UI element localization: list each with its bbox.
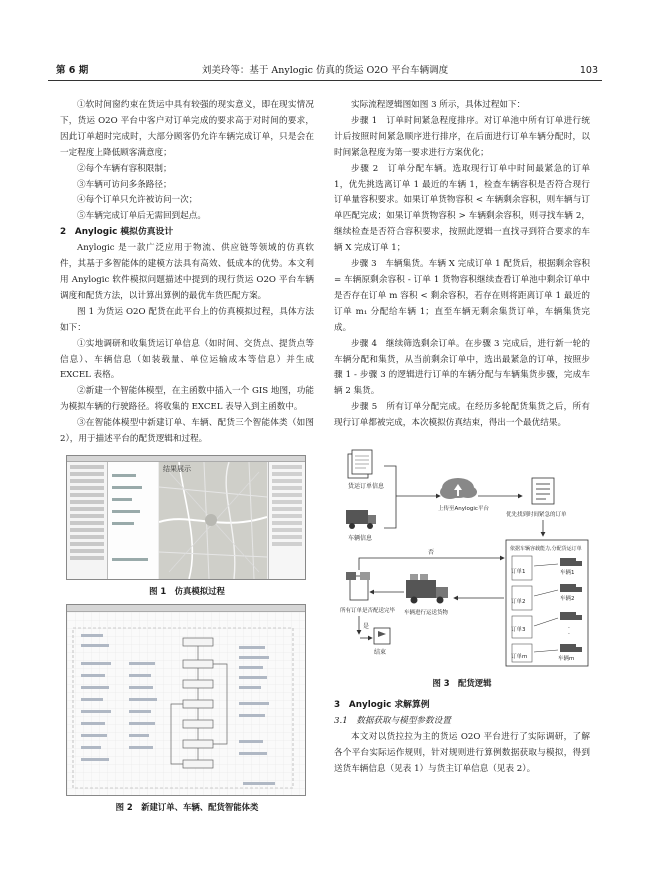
constraint-1: ①软时间窗约束在货运中具有较强的现实意义，即在现实情况下，货运 O2O 平台中客户对订单完成的要求高于对时间的要求，因此订单超时完成时，大部分顾客仍允许车辆完成订单，只是会在一定程度上降低顾客满意度； bbox=[60, 100, 314, 158]
label-vehicle-m: 车辆m bbox=[558, 656, 575, 662]
page-number: 103 bbox=[579, 65, 598, 76]
running-header bbox=[48, 62, 602, 81]
properties-panel bbox=[268, 462, 305, 579]
section-3-block bbox=[334, 698, 590, 778]
loaded-truck-icon bbox=[406, 574, 448, 604]
label-end: 结束 bbox=[374, 649, 387, 656]
right-column bbox=[334, 98, 590, 432]
process-step-3: 步骤 3 车辆集货。车辆 X 完成订单 1 配货后，根据剩余容积 = 车辆原剩余容积 - 订单 1 货物容积继续查看订单池中剩余订单中是否存在订单 m 容积 < 剩余容积，若存在则将距离订单 1 最近的订单 m₁ 分配给车辆 1；直至车辆无剩余集货订单，车辆集货完成。 bbox=[334, 259, 590, 333]
figure-1-screenshot bbox=[66, 455, 306, 580]
agent-diagram bbox=[67, 612, 305, 795]
process-intro: 实际流程逻辑图如图 3 所示，具体过程如下： bbox=[351, 100, 526, 110]
map-label: 结果展示 bbox=[163, 465, 191, 473]
section-2-heading: 2 Anylogic 模拟仿真设计 bbox=[60, 227, 174, 238]
anylogic-paragraph: Anylogic 是一款广泛应用于物流、供应链等领域的仿真软件，其基于多智能体的建模方法具有高效、低成本的优势。本文利用 Anylogic 软件模拟问题描述中提到的现行货运 O2O 平台车辆调度和配货方法，以计算出算例的最优车货匹配方案。 bbox=[60, 243, 314, 301]
label-prioritize: 优先找到时间紧急的订单 bbox=[506, 512, 567, 518]
method-step-1: ①实地调研和收集货运订单信息（如时间、交货点、提货点等信息）、车辆信息（如装载量、单位运输成本等信息）并生成 EXCEL 表格。 bbox=[60, 338, 314, 381]
section-3-1-heading: 3.1 数据获取与模型参数设置 bbox=[334, 715, 451, 726]
constraint-3: ③车辆可访问多条路径； bbox=[77, 179, 172, 190]
label-all-done: 所有订单是否配送完毕 bbox=[340, 608, 396, 614]
label-vehicle-info: 车辆信息 bbox=[348, 535, 373, 542]
label-transport: 车辆进行运送货物 bbox=[404, 610, 449, 616]
label-order-2: 订单2 bbox=[511, 599, 526, 605]
svg-text:·: · bbox=[568, 625, 570, 632]
left-column bbox=[60, 98, 314, 448]
process-step-4: 步骤 4 继续筛选剩余订单。在步骤 3 完成后，进行新一轮的车辆分配和集货，从当前剩余订单中，选出最紧急的订单，按照步骤 1 - 步骤 3 的逻辑进行订单的车辆分配与车辆集货步骤，完成车辆 2 集货。 bbox=[334, 338, 590, 397]
fig1-intro-paragraph: 图 1 为货运 O2O 配货在此平台上的仿真模拟过程，具体方法如下： bbox=[60, 306, 314, 333]
constraint-4: ④每个订单只允许被访问一次； bbox=[77, 195, 198, 206]
figure-2-caption: 图 2 新建订单、车辆、配货智能体类 bbox=[115, 802, 259, 812]
checklist-icon bbox=[346, 572, 370, 600]
method-step-2: ②新建一个智能体模型，在主函数中插入一个 GIS 地图，功能为模拟车辆的行驶路径。将收集的 EXCEL 表导入到主函数中。 bbox=[60, 386, 314, 413]
label-upload: 上传至Anylogic平台 bbox=[438, 506, 489, 512]
constraint-5: ⑤车辆完成订单后无需回到起点。 bbox=[77, 211, 206, 222]
label-vehicle-2: 车辆2 bbox=[560, 596, 575, 602]
label-vehicle-1: 车辆1 bbox=[560, 570, 575, 576]
running-title: 刘美玲等：基于 Anylogic 仿真的货运 O2O 平台车辆调度 bbox=[201, 65, 449, 76]
issue-number: 第 6 期 bbox=[56, 65, 89, 76]
section-3-1-paragraph: 本文对以货拉拉为主的货运 O2O 平台进行了实际调研，了解各个平台实际运作规则，针对规则进行算例数据获取与模拟，得到送货车辆信息（见表 1）与货主订单信息（见表 2）。 bbox=[334, 731, 590, 774]
label-yes: 是 bbox=[363, 623, 370, 630]
gis-map bbox=[159, 462, 267, 579]
label-no: 否 bbox=[428, 549, 435, 556]
figure-1-caption: 图 1 仿真模拟过程 bbox=[149, 586, 225, 596]
method-step-3: ③在智能体模型中新建订单、车辆、配货三个智能体类（如图 2），用于描述平台的配货逻辑和过程。 bbox=[60, 418, 314, 445]
order-list-icon bbox=[532, 478, 554, 504]
label-order-1: 订单1 bbox=[511, 569, 526, 575]
process-step-2: 步骤 2 订单分配车辆。选取现行订单中时间最紧急的订单 1，优先挑选离订单 1 最近的车辆 1，检查车辆容积是否符合现行订单量容积要求。如果订单货物容积 < 车辆剩余容积，则车辆与订单匹配完成；如果订单货物容积 > 车辆剩余容积，则寻找车辆 2，继续检查是否符合容积要求，按照此逻辑一直找寻到符合要求的车辆 X 完成订单 1； bbox=[334, 163, 590, 254]
section-3-heading: 3 Anylogic 求解算例 bbox=[334, 700, 430, 710]
documents-icon bbox=[348, 450, 372, 478]
label-allocate: 依据车辆容载能力,分配货运订单 bbox=[510, 546, 582, 552]
process-step-1: 步骤 1 订单时间紧急程度排序。对订单池中所有订单进行统计后按照时间紧急顺序进行排序，在后面进行订单车辆分配时，以时间紧急程度为第一要求进行方案优化； bbox=[334, 115, 590, 158]
figure-3-flow-diagram bbox=[336, 448, 592, 670]
label-orders-info: 货运订单信息 bbox=[348, 483, 385, 490]
project-tree bbox=[67, 462, 108, 579]
model-canvas bbox=[108, 462, 158, 579]
label-order-m: 订单m bbox=[511, 654, 528, 660]
process-step-5: 步骤 5 所有订单分配完成。在经历多轮配货集货之后，所有现行订单都被完成，本次模拟仿真结束，得出一个最优结果。 bbox=[334, 402, 590, 429]
cloud-upload-icon bbox=[440, 478, 477, 499]
figure-3-caption: 图 3 配货逻辑 bbox=[432, 678, 492, 688]
truck-icon bbox=[346, 510, 376, 529]
toolbar bbox=[67, 605, 305, 612]
constraint-2: ②每个车辆有容积限制； bbox=[77, 163, 172, 174]
label-order-3: 订单3 bbox=[511, 627, 526, 633]
svg-text:·: · bbox=[568, 631, 570, 638]
figure-2-screenshot bbox=[66, 604, 306, 796]
end-flag-icon bbox=[374, 628, 390, 644]
